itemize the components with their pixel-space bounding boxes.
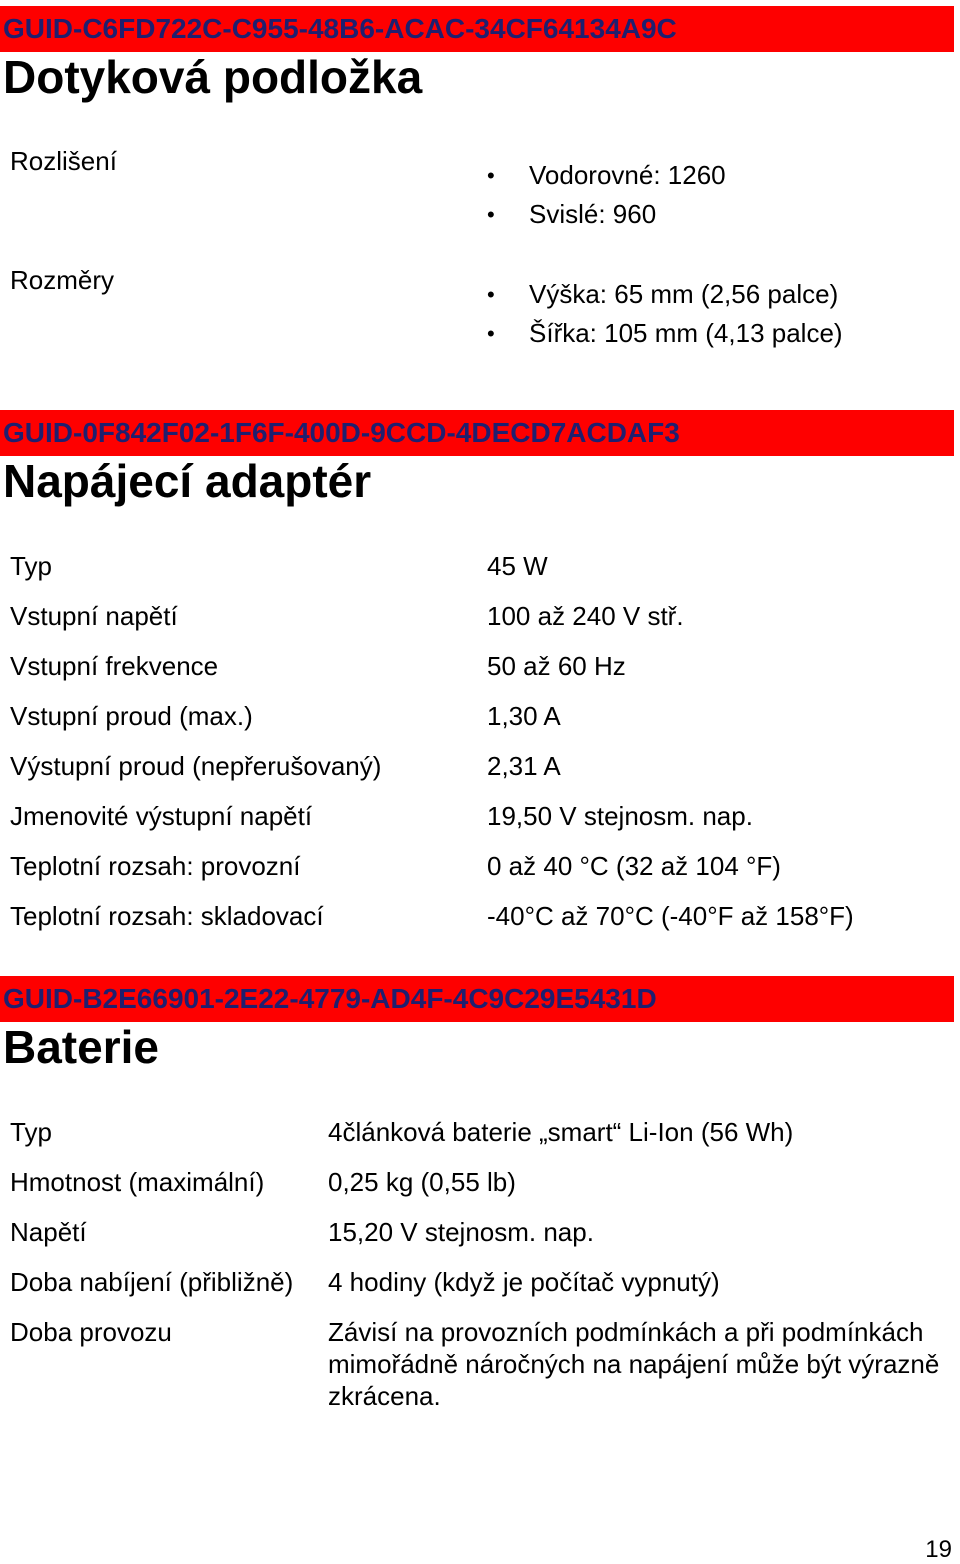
bullet-icon: • [487, 202, 495, 227]
list-item: • Výška: 65 mm (2,56 palce) [485, 275, 843, 314]
battery-row-value: 0,25 kg (0,55 lb) [328, 1167, 516, 1197]
list-item: • Svislé: 960 [485, 195, 726, 234]
adapter-row-value: 100 až 240 V stř. [487, 601, 684, 631]
adapter-row-label: Vstupní frekvence [10, 651, 219, 681]
adapter-row-label: Vstupní napětí [10, 601, 178, 631]
battery-row-value: 15,20 V stejnosm. nap. [328, 1217, 594, 1247]
bullet-icon: • [487, 163, 495, 188]
guid-bar-touchpad: GUID-C6FD722C-C955-48B6-ACAC-34CF64134A9C [0, 6, 954, 52]
adapter-row-label: Teplotní rozsah: skladovací [10, 901, 324, 931]
battery-row-label: Doba provozu [10, 1317, 172, 1347]
list-item: • Šířka: 105 mm (4,13 palce) [485, 314, 843, 353]
adapter-row-label: Teplotní rozsah: provozní [10, 851, 301, 881]
adapter-row-value: 19,50 V stejnosm. nap. [487, 801, 753, 831]
battery-row-value: 4článková baterie „smart“ Li-Ion (56 Wh) [328, 1117, 794, 1147]
adapter-row-value: 45 W [487, 551, 548, 581]
adapter-row-value: 2,31 A [487, 751, 561, 781]
battery-row-value: Závisí na provozních podmínkách a při podmínkách mimořádně náročných na napájení může být výrazně zkrácena. [328, 1317, 940, 1411]
battery-row-label: Hmotnost (maximální) [10, 1167, 265, 1197]
battery-row-value: 4 hodiny (když je počítač vypnutý) [328, 1267, 720, 1297]
adapter-row-value: 0 až 40 °C (32 až 104 °F) [487, 851, 781, 881]
section-title-adapter: Napájecí adaptér [3, 455, 372, 507]
battery-row-label: Typ [10, 1117, 52, 1147]
section-title-touchpad: Dotyková podložka [3, 51, 423, 103]
adapter-row-value: -40°C až 70°C (-40°F až 158°F) [487, 901, 854, 931]
touchpad-dimensions-list [485, 275, 843, 353]
bullet-icon: • [487, 321, 495, 346]
adapter-row-label: Vstupní proud (max.) [10, 701, 253, 731]
touchpad-resolution-list [485, 156, 726, 234]
list-item: • Vodorovné: 1260 [485, 156, 726, 195]
battery-row-label: Doba nabíjení (přibližně) [10, 1267, 294, 1297]
adapter-row-label: Jmenovité výstupní napětí [10, 801, 313, 831]
guid-bar-battery: GUID-B2E66901-2E22-4779-AD4F-4C9C29E5431D [0, 976, 954, 1022]
adapter-row-value: 1,30 A [487, 701, 561, 731]
section-title-battery: Baterie [3, 1021, 159, 1073]
bullet-icon: • [487, 282, 495, 307]
battery-row-label: Napětí [10, 1217, 87, 1247]
adapter-row-value: 50 až 60 Hz [487, 651, 626, 681]
touchpad-resolution-label: Rozlišení [10, 146, 117, 176]
touchpad-dimensions-label: Rozměry [10, 265, 115, 295]
adapter-row-label: Výstupní proud (nepřerušovaný) [10, 751, 382, 781]
page-number: 19 [925, 1536, 952, 1563]
adapter-row-label: Typ [10, 551, 52, 581]
guid-bar-adapter: GUID-0F842F02-1F6F-400D-9CCD-4DECD7ACDAF3 [0, 410, 954, 456]
